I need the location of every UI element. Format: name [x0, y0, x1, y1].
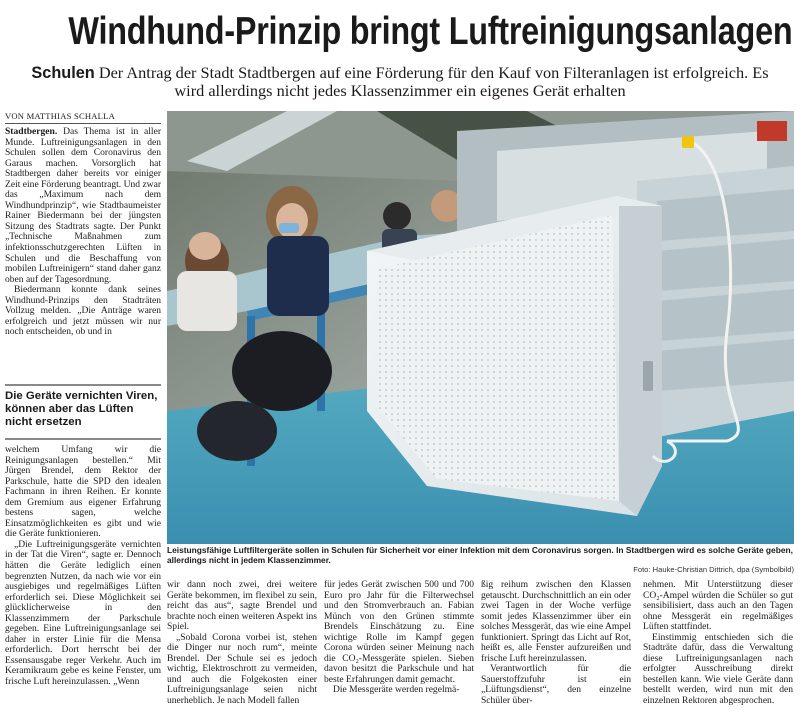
classroom-air-purifier-image — [167, 111, 794, 544]
paragraph: für jedes Gerät zwischen 500 und 700 Euro pro Jahr für die Filterwechsel und den Stromverbrauch an. Fabian Münch von den Grünen stimmte Brendels Einschätzung zu. Eine wichtige Rolle im Kampf gegen Corona würden seiner Meinung nach die CO₂-Messgeräte spielen. Sieben davon besitzt die Parkschule und hat beste Erfahrungen damit gemacht. — [324, 580, 474, 685]
photo-caption: Leistungsfähige Luftfiltergeräte sollen in Schulen für Sicherheit vor einer Infektion mit dem Coronavirus sorgen. In Stadtbergen wird es solche Geräte geben, allerdings nicht in jedem Klassenzimmer. — [167, 545, 793, 565]
text-column-4 — [481, 580, 631, 725]
paragraph: „Die Luftreinigungsgeräte vernichten in der Tat die Viren“, sagte er. Dennoch hätten die Geräte lediglich einen begrenzten Nutzen, da nach wie vor ein ausgiebiges und regelmäßiges Lüften erforderlich sei. Diese Möglichkeit sei glücklicherweise in den Klassenzimmern der Parkschule gegeben. Eine Luftreinigungsanlage sei daher in erster Linie für die Mensa erforderlich. Dort herrscht bei der Essensausgabe reger Verkehr. Auch im Keramikraum gebe es keine Fenster, um frische Luft hereinzulassen. „Wenn — [5, 538, 161, 688]
text-column-2 — [167, 580, 317, 725]
photo-credit: Foto: Hauke-Christian Dittrich, dpa (Symbolbild) — [633, 565, 794, 574]
subhead-kicker: Schulen — [31, 64, 95, 82]
pull-quote: Die Geräte vernichten Viren, können aber das Lüften nicht ersetzen — [5, 384, 161, 440]
paragraph: „Sobald Corona vorbei ist, stehen die Dinger nur noch rum“, meinte Brendel. Der Schule sei es jedoch wichtig, Elektroschrott zu vermeiden, und auch die Folgekosten einer Luftreinigungsanlage seien nicht unerheblich. Je nach Modell fallen — [167, 631, 317, 707]
paragraph: Einstimmig entschieden sich die Stadträte dafür, dass die Verwaltung diese Luftreinigungsanlagen nach erfolgter Ausschreibung direkt bestellen kann. Wie viele Geräte dann bestellt werden, wird nun mit den einzelnen Rektoren abgesprochen. — [643, 631, 793, 707]
paragraph: Die Messgeräte werden regelmä- — [333, 684, 460, 696]
paragraph — [5, 127, 161, 285]
paragraph: welchem Umfang wir die Reinigungsanlagen bestellen.“ Mit Jürgen Brendel, dem Rektor der Parkschule, hatte die SPD den idealen Fachmann in ihren Reihen. Er konnte dem Gremium aus eigener Erfahrung bestens sagen, welche Einsatzmöglichkeiten es gibt und wie die Geräte funktionieren. — [5, 445, 161, 540]
headline: Windhund-Prinzip bringt Luftreinigungsanlagen — [68, 10, 793, 53]
subhead — [20, 64, 780, 100]
dateline: Stadtbergen. — [5, 127, 58, 137]
article-photo — [167, 111, 794, 544]
paragraph-text: Das Thema ist in aller Munde. Luftreinigungsanlagen in den Schulen sollen dem Coronavirus den Garaus machen. Vorsorglich hat Stadtbergen daher bereits vor einiger Zeit eine Förderung beantragt. Und zwar das „Maximum nach dem Windhundprinzip“, wie Stadtbaumeister Rainer Biedermann bei der jüngsten Sitzung des Stadtrats sagte. Der Punkt „Technische Maßnahmen zum infektionsschutzgerechten Lüften in Schulen und die Beschaffung von mobilen Luftreinigern“ stand daher ganz oben auf der Tagesordnung. — [5, 127, 161, 285]
paragraph: ßig reihum zwischen den Klassen getauscht. Durchschnittlich an ein oder zwei Tagen in der Woche verfüge somit jedes Klassenzimmer über ein solches Messgerät, das wie eine Ampel funktioniert. Springt das Licht auf Rot, heißt es, alle Fenster aufzureißen und frische Luft hereinzulassen. — [481, 580, 631, 664]
paragraph: Biedermann konnte dank seines Windhund-Prinzips den Stadträten Vollzug melden. „Die Anträge waren erfolgreich und jetzt müssen wir nur noch entscheiden, ob und in — [5, 284, 161, 338]
subhead-text: Der Antrag der Stadt Stadtbergen auf eine Förderung für den Kauf von Filteranlagen ist erfolgreich. Es wird allerdings nicht jedes Klassenzimmer ein eigenes Gerät erhalten — [98, 63, 769, 100]
text-column-1 — [5, 127, 161, 383]
text-column-5 — [643, 580, 793, 725]
byline: VON MATTHIAS SCHALLA — [5, 111, 161, 124]
text-column-1-continued — [5, 445, 161, 725]
paragraph: wir dann noch zwei, drei weitere Geräte bekommen, im flexibel zu sein, reicht das aus“, sagte Brendel und brachte noch einen weiteren Aspekt ins Spiel. — [167, 580, 317, 633]
text-column-3 — [324, 580, 474, 725]
paragraph: Verantwortlich für die Sauerstoffzufuhr ist ein „Lüftungsdienst“, den einzelne Schüler über- — [481, 663, 631, 707]
paragraph: nehmen. Mit Unterstützung dieser CO₂-Ampel würden die Schüler so gut sensibilisiert, dass auch an den Tagen ohne Messgerät ein regelmäßiges Lüften stattfindet. — [643, 580, 793, 633]
